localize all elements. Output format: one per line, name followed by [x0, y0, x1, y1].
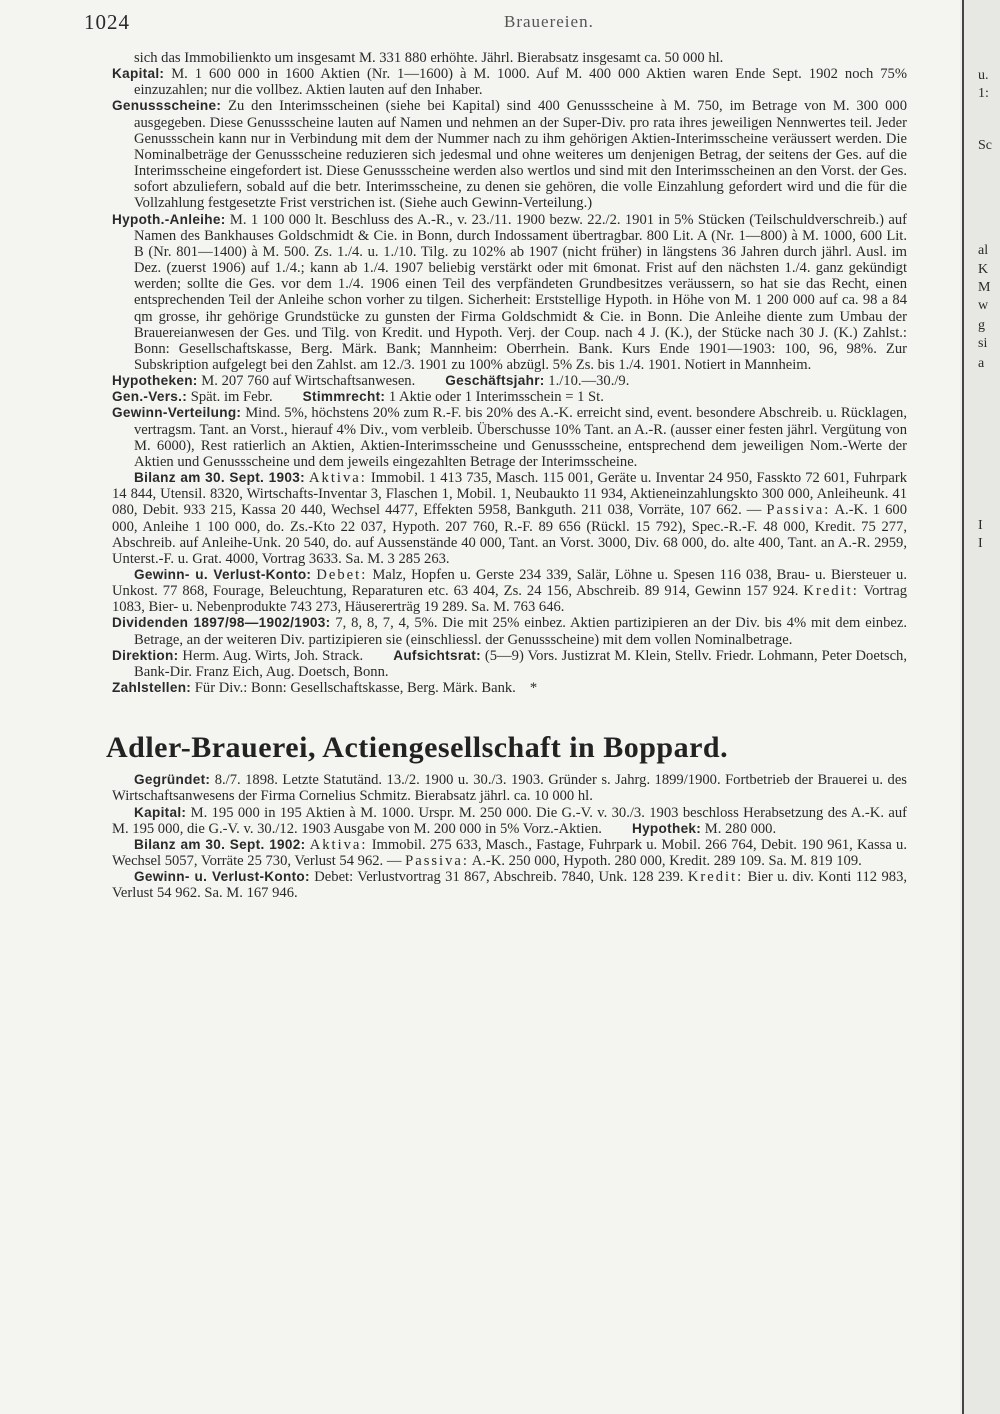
guv-1903-kredit-word: Kredit: — [803, 583, 859, 600]
gen-vers-label: Gen.-Vers.: — [112, 389, 188, 405]
zahlstellen-text: Für Div.: Bonn: Gesellschaftskasse, Berg. Märk. Bank. — [194, 680, 516, 697]
dividenden-label: Dividenden 1897/98—1902/1903: — [112, 615, 331, 631]
intro-paragraph — [112, 50, 907, 66]
zahlstellen-label: Zahlstellen: — [112, 680, 192, 696]
bilanz-1902-passiva-word: Passiva: — [405, 853, 469, 870]
intro-text: sich das Immobilienkto um insgesamt M. 331 880 erhöhte. Jährl. Bierabsatz insgesamt ca. 50 000 hl. — [134, 50, 724, 66]
bilanz-1902-aktiva-word: Aktiva: — [309, 836, 368, 853]
gewinn-verteilung-text: Mind. 5%, höchstens 20% zum R.-F. bis 20% des A.-K. erreicht sind, event. besondere Abschreib. u. Rücklagen, vertragsm. Tant. an Vorst., hierauf 4% Div., vom verbleib. Überschusse 10% Tant. an A.-R. (ausser einer festen jährl. Vergütung von M. 6000), Rest ratierlich an Aktien, Aktien-Interimsscheine und Genussscheine, entsprechend dem jeweiligen Nom.-Werte der Aktien und Genussscheine und dem jeweils eingezahlten Betrage der Interimsscheine. — [134, 405, 907, 470]
dividenden-entry — [112, 615, 907, 647]
bilanz-1902-passiva-text: A.-K. 250 000, Hypoth. 280 000, Kredit. 289 109. Sa. M. 819 109. — [471, 853, 862, 870]
edge-fragment: g — [978, 318, 985, 333]
kapital-boppard-entry — [112, 805, 907, 837]
gen-vers-entry — [112, 389, 907, 405]
page-content — [106, 50, 908, 902]
guv-1903-label: Gewinn- u. Verlust-Konto: — [134, 567, 312, 582]
hypoth-anleihe-text: M. 1 100 000 lt. Beschluss des A.-R., v. 23./11. 1900 bezw. 22./2. 1901 in 5% Stücken (Teilschuldverschreib.) auf Namen des Bankhauses Goldschmidt & Cie. in Bonn, durch Indossament übertragbar. 800 Lit. A (Nr. 1—800) à M. 1000, 600 Lit. B (Nr. 801—1400) à M. 500. Zs. 1./4. u. 1./10. Tilg. zu 102% ab 1907 (nicht früher) in längstens 36 Jahren durch jährl. Ausl. im Dez. (zuerst 1906) auf 1./4.; kann ab 1./4. 1907 beliebig verstärkt oder mit 6monat. Frist auf den nächsten 1./4. ganz gekündigt werden; sollte die Ges. vor dem 1./4. 1906 einen Teil des verpfändeten Grundbesitzes veräussern, so hat sie das Recht, einen entsprechenden Teil der Anleihe schon vorher zu tilgen. Sicherheit: Erststellige Hypoth. in Höhe von M. 1 200 000 auf ca. 98 a 84 qm grosse, ihr gehörige Grundstücke zu gunsten der Firma Goldschmidt & Cie. in Bonn. Die Anleihe diente zum Umbau der Brauereianwesen der Ges. und Tilg. von Kredit. und Hypoth. Verj. der Coup. nach 4 J. (K.), der Stücke nach 30 J. (K.) Zahlst.: Bonn: Gesellschaftskasse, Berg. Märk. Bank; Mannheim: Oberrhein. Bank. Kurs Ende 1901—1903: 100, 96, 98%. Zur Subskription aufgelegt bei den Zahlst. am 12./3. 1901 zu 100% abzügl. 5% Zs. bis 1./4. 1901. Notiert in Mannheim. — [134, 211, 907, 373]
edge-fragment: w — [978, 298, 989, 313]
bilanz-1902-entry — [112, 837, 907, 869]
running-title: Brauereien. — [504, 12, 594, 31]
edge-fragment: I — [978, 536, 983, 551]
guv-1902-label: Gewinn- u. Verlust-Konto: — [134, 869, 310, 885]
kapital-label: Kapital: — [112, 66, 165, 82]
kapital-entry — [112, 66, 907, 98]
guv-1902-entry — [112, 869, 907, 901]
guv-1902-debet-text: Verlustvortrag 31 867, Abschreib. 7840, Unk. 128 239. — [357, 869, 684, 886]
hypothek-text: M. 280 000. — [704, 820, 777, 837]
gegruendet-entry — [112, 772, 907, 804]
edge-fragment: al — [978, 243, 989, 258]
aufsichtsrat-text: (5—9) Vors. Justizrat M. Klein, Stellv. Friedr. Lohmann, Peter Doetsch, Bank-Dir. Franz Eich, Aug. Doetsch, Bonn. — [134, 647, 907, 680]
hypotheken-text: M. 207 760 auf Wirtschaftsanwesen. — [201, 373, 416, 390]
dividenden-text: 7, 8, 8, 7, 4, 5%. Die mit 25% einbez. Aktien partizipieren an der Div. bis 4% mit dem einbez. Betrage, an der weiteren Div. partizipieren sie (einschliessl. der Genussscheine) mit dem vollen Nominalbetrage. — [134, 615, 908, 648]
gewinn-verteilung-label: Gewinn-Verteilung: — [112, 405, 242, 421]
bilanz-1903-passiva-word: Passiva: — [766, 502, 831, 519]
geschaeftsjahr-label: Geschäftsjahr: — [445, 373, 545, 389]
stimmrecht-label: Stimmrecht: — [302, 389, 386, 405]
bilanz-1903-aktiva-word: Aktiva: — [309, 470, 367, 487]
bilanz-1903-aktiva-text: Immobil. 1 413 735, Masch. 115 001, Geräte u. Inventar 24 950, Fasskto 72 601, Fuhrpark 14 844, Utensil. 8320, Wirtschafts-Inventar 3, Flaschen 1, Mobil. 1, Neubaukto 11 934, Aktieneinzahlungskto 300 000, Anleiheunk. 41 080, Debit. 933 215, Kassa 20 440, Wechsel 4477, Effekten 5958, Bankguth. 211 038, Vorräte, 107 662. — — [112, 470, 908, 519]
adjacent-page-edge — [962, 0, 1000, 1414]
kapital-text: M. 1 600 000 in 1600 Aktien (Nr. 1—1600) à M. 1000. Auf M. 400 000 Aktien waren Ende Sept. 1902 noch 75% einzuzahlen; nur die vollbez. Aktien lauten auf den Inhaber. — [134, 66, 907, 99]
hypoth-anleihe-label: Hypoth.-Anleihe: — [112, 211, 226, 227]
hypotheken-entry — [112, 373, 907, 389]
gen-vers-text: Spät. im Febr. — [190, 389, 273, 406]
genussscheine-label: Genussscheine: — [112, 98, 222, 114]
aufsichtsrat-label: Aufsichtsrat: — [393, 647, 481, 663]
edge-fragment: M — [978, 280, 991, 295]
guv-1903-entry — [112, 567, 907, 615]
edge-fragment: si — [978, 336, 988, 351]
kapital-boppard-text: M. 195 000 in 195 Aktien à M. 1000. Urspr. M. 250 000. Die G.-V. v. 30./3. 1903 beschloss Herabsetzung des A.-K. auf M. 195 000, die G.-V. v. 30./12. 1903 Ausgabe von M. 200 000 in 5% Vorz.-Aktien. — [112, 804, 907, 837]
edge-fragment: I — [978, 518, 983, 533]
footnote-mark: * — [529, 680, 538, 697]
direktion-entry — [112, 648, 907, 680]
guv-1903-debet-text: Malz, Hopfen u. Gerste 234 339, Salär, Löhne u. Spesen 116 038, Brau- u. Biersteuer u. Unkost. 77 868, Fourage, Beleuchtung, Reparaturen etc. 63 404, Zs. 24 156, Abschreib. 89 914, Gewinn 157 924. — [112, 567, 908, 600]
genussscheine-entry — [112, 98, 907, 211]
edge-fragment: K — [978, 262, 989, 277]
page-number: 1024 — [84, 10, 130, 34]
edge-fragment: Sc — [978, 138, 992, 153]
hypoth-anleihe-entry — [112, 212, 907, 374]
guv-1902-debet-word: Debet: — [314, 869, 354, 886]
bilanz-1902-aktiva-text: Immobil. 275 633, Masch., Fastage, Fuhrpark u. Mobil. 266 764, Debit. 190 961, Kassa u. Wechsel 5057, Vorräte 25 730, Verlust 54 962. — — [112, 836, 907, 870]
bilanz-1903-label: Bilanz am 30. Sept. 1903: — [134, 470, 305, 486]
zahlstellen-entry — [112, 680, 907, 696]
bilanz-1902-label: Bilanz am 30. Sept. 1902: — [134, 836, 306, 852]
geschaeftsjahr-text: 1./10.—30./9. — [548, 373, 630, 390]
gewinn-verteilung-entry — [112, 405, 907, 470]
direktion-text: Herm. Aug. Wirts, Joh. Strack. — [182, 647, 364, 664]
guv-1903-debet-word: Debet: — [316, 567, 368, 583]
company-heading: Adler-Brauerei, Actiengesellschaft in Boppard. — [106, 731, 729, 765]
gegruendet-label: Gegründet: — [134, 772, 211, 788]
bilanz-1903-passiva-text: A.-K. 1 600 000, Anleihe 1 100 000, do. Zs.-Kto 22 037, Hypoth. 207 760, R.-F. 89 656 (Rückl. 15 792), Spec.-R.-F. 48 000, Kredit. 75 277, Abschreib. auf Anleihe-Unk. 20 540, do. auf Aussenstände 40 000, Tant. an Vorst. 3000, Div. 68 000, do. alte 400, Tant. an A.-R. 2959, Unterst.-F. u. Grat. 4000, Vortrag 3633. Sa. M. 3 285 263. — [112, 502, 907, 567]
page-header — [84, 6, 954, 34]
guv-1902-kredit-word: Kredit: — [687, 869, 744, 886]
genussscheine-text: Zu den Interimsscheinen (siehe bei Kapital) sind 400 Genussscheine à M. 750, im Betrage von M. 300 000 ausgegeben. Diese Genussscheine lauten auf Namen und nehmen an der Super-Div. pro rata ihres jeweiligen Nennwertes teil. Jeder Genussschein kann nur in Verbindung mit dem der Nummer nach zu ihm gehörigen Aktien-Interimsscheine veräussert werden. Die Nominalbeträge der Genussscheine reduzieren sich jedesmal und ohne weiteres um denjenigen Betrag, der seitens der Ges. auf die Interimsscheine eingefordert ist. Diese Genussscheine werden also wertlos und sind mit den Interimsscheinen an den Vorst. der Ges. sofort abzuliefern, sobald auf die betr. Interimsscheine, zu denen sie gehören, die volle Einzahlung gefordert wird und die für die Vollzahlung festgesetzte Frist verstrichen ist. (Siehe auch Gewinn-Verteilung.) — [134, 98, 907, 212]
guv-1902-kredit-text: Bier u. div. Konti 112 983, Verlust 54 962. Sa. M. 167 946. — [112, 869, 908, 902]
hypothek-label: Hypothek: — [631, 820, 702, 836]
stimmrecht-text: 1 Aktie oder 1 Interimsschein = 1 St. — [388, 389, 604, 406]
edge-fragment: a — [978, 356, 985, 371]
edge-fragment: 1: — [978, 86, 989, 101]
hypotheken-label: Hypotheken: — [112, 373, 198, 389]
bilanz-1903-entry — [112, 470, 907, 567]
kapital-boppard-label: Kapital: — [134, 804, 187, 820]
gegruendet-text: 8./7. 1898. Letzte Statutänd. 13./2. 1900 u. 30./3. 1903. Gründer s. Jahrg. 1899/1900. Fortbetrieb der Brauerei u. des Wirtschaftsanwesens der Firma Cornelius Schmitz. Bierabsatz jährl. ca. 10 000 hl. — [112, 772, 907, 805]
edge-fragment: u. — [978, 68, 989, 83]
direktion-label: Direktion: — [112, 647, 179, 663]
guv-1903-kredit-text: Vortrag 1083, Bier- u. Nebenprodukte 743 273, Häusererträg 19 289. Sa. M. 763 646. — [112, 583, 907, 616]
